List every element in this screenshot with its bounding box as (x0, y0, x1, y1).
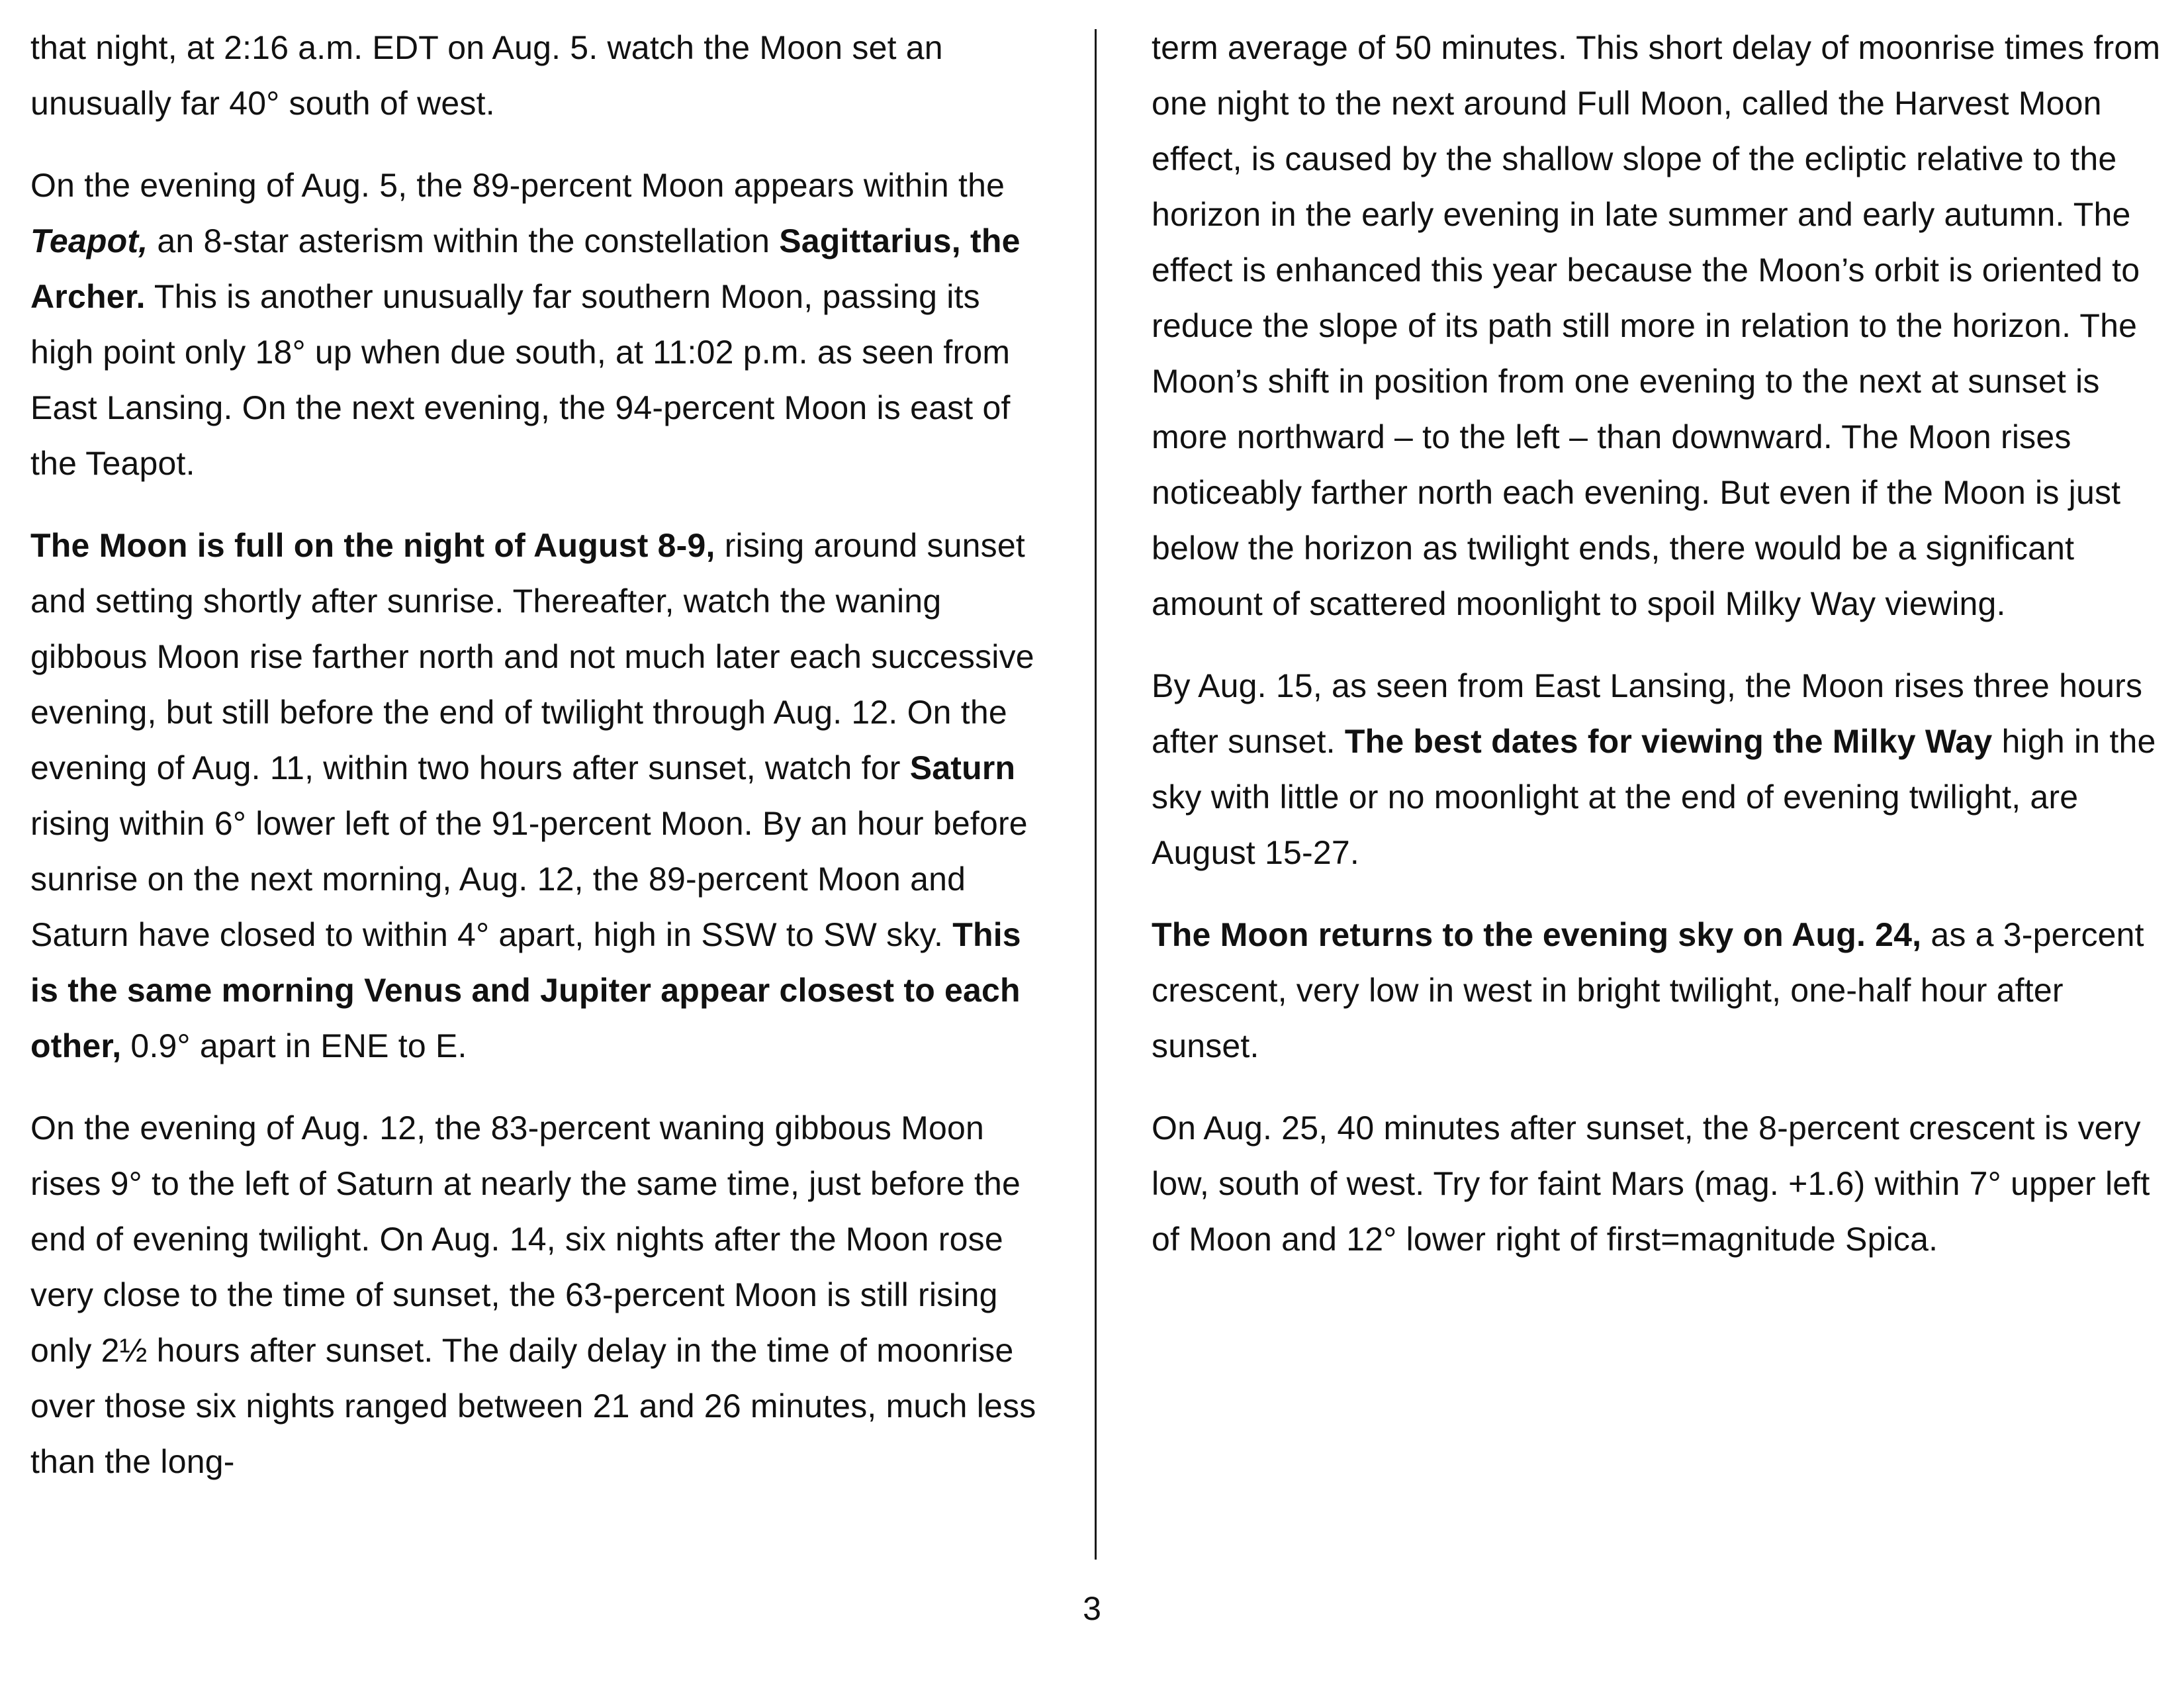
paragraph-text: By Aug. 15, as seen from East Lansing, the Moon rises three hours after sunset. (1152, 667, 2143, 760)
paragraph-text: rising within 6° lower left of the 91-percent Moon. By an hour before sunrise on the next morning, Aug. 12, the 89-percent Moon and Saturn have closed to within 4° apart, high in SSW to SW sky. (30, 805, 1028, 953)
paragraph-teapot (30, 158, 1050, 491)
venus-jupiter-emphasis: This is the same morning Venus and Jupiter appear closest to each other, (30, 916, 1021, 1064)
page-number: 3 (1083, 1590, 1101, 1627)
paragraph-waning-gibbous (30, 1100, 1050, 1489)
milky-way-emphasis: The best dates for viewing the Milky Way (1344, 723, 1993, 760)
paragraph-text: 0.9° apart in ENE to E. (121, 1027, 467, 1064)
paragraph-text: On Aug. 25, 40 minutes after sunset, the 8-percent crescent is very low, south of west. Try for faint Mars (mag. +1.6) within 7° upper left of Moon and 12° lower right of first=magnitude Spica. (1152, 1109, 2150, 1258)
saturn-emphasis: Saturn (909, 749, 1016, 786)
paragraph-text: high in the sky with little or no moonlight at the end of evening twilight, are August 15-27. (1152, 723, 2156, 871)
paragraph-text: On the evening of Aug. 12, the 83-percent waning gibbous Moon rises 9° to the left of Saturn at nearly the same time, just before the end of evening twilight. On Aug. 14, six nights after the Moon rose very close to the time of sunset, the 63-percent Moon is still rising only 2½ hours after sunset. The daily delay in the time of moonrise over those six nights ranged between 21 and 26 minutes, much less than the long- (30, 1109, 1036, 1480)
paragraph-text: as a 3-percent crescent, very low in west in bright twilight, one-half hour after sunset. (1152, 916, 2144, 1064)
paragraph-moon-returns (1152, 907, 2171, 1074)
moon-returns-heading: The Moon returns to the evening sky on Aug. 24, (1152, 916, 1922, 953)
paragraph-text: term average of 50 minutes. This short delay of moonrise times from one night to the next around Full Moon, called the Harvest Moon effect, is caused by the shallow slope of the ecliptic relative to the horizon in the early evening in late summer and early autumn. The effect is enhanced this year because the Moon’s orbit is oriented to reduce the slope of its path still more in relation to the horizon. The Moon’s shift in position from one evening to the next at sunset is more northward – to the left – than downward. The Moon rises noticeably farther north each evening. But even if the Moon is just below the horizon as twilight ends, there would be a significant amount of scattered moonlight to spoil Milky Way viewing. (1152, 29, 2161, 622)
paragraph-text: rising around sunset and setting shortly after sunrise. Thereafter, watch the waning gibbous Moon rise farther north and not much later each successive evening, but still before the end of twilight through Aug. 12. On the evening of Aug. 11, within two hours after sunset, watch for (30, 527, 1034, 786)
teapot-emphasis: Teapot, (30, 222, 148, 259)
full-moon-heading: The Moon is full on the night of August 8-9, (30, 527, 715, 564)
right-column (1152, 20, 2171, 1293)
paragraph-text: On the evening of Aug. 5, the 89-percent Moon appears within the (30, 167, 1005, 204)
paragraph-harvest-moon (1152, 20, 2171, 632)
sagittarius-emphasis: Sagittarius, the Archer. (30, 222, 1021, 315)
column-divider (1095, 29, 1097, 1560)
paragraph-full-moon (30, 518, 1050, 1074)
left-column (30, 20, 1050, 1516)
paragraph-text: that night, at 2:16 a.m. EDT on Aug. 5. watch the Moon set an unusually far 40° south of west. (30, 29, 943, 122)
paragraph-moon-set (30, 20, 1050, 131)
paragraph-text: an 8-star asterism within the constellation (148, 222, 780, 259)
paragraph-milky-way (1152, 658, 2171, 880)
paragraph-text: This is another unusually far southern Moon, passing its high point only 18° up when due south, at 11:02 p.m. as seen from East Lansing. On the next evening, the 94-percent Moon is east of the Teapot. (30, 278, 1011, 482)
paragraph-mars-spica (1152, 1100, 2171, 1267)
